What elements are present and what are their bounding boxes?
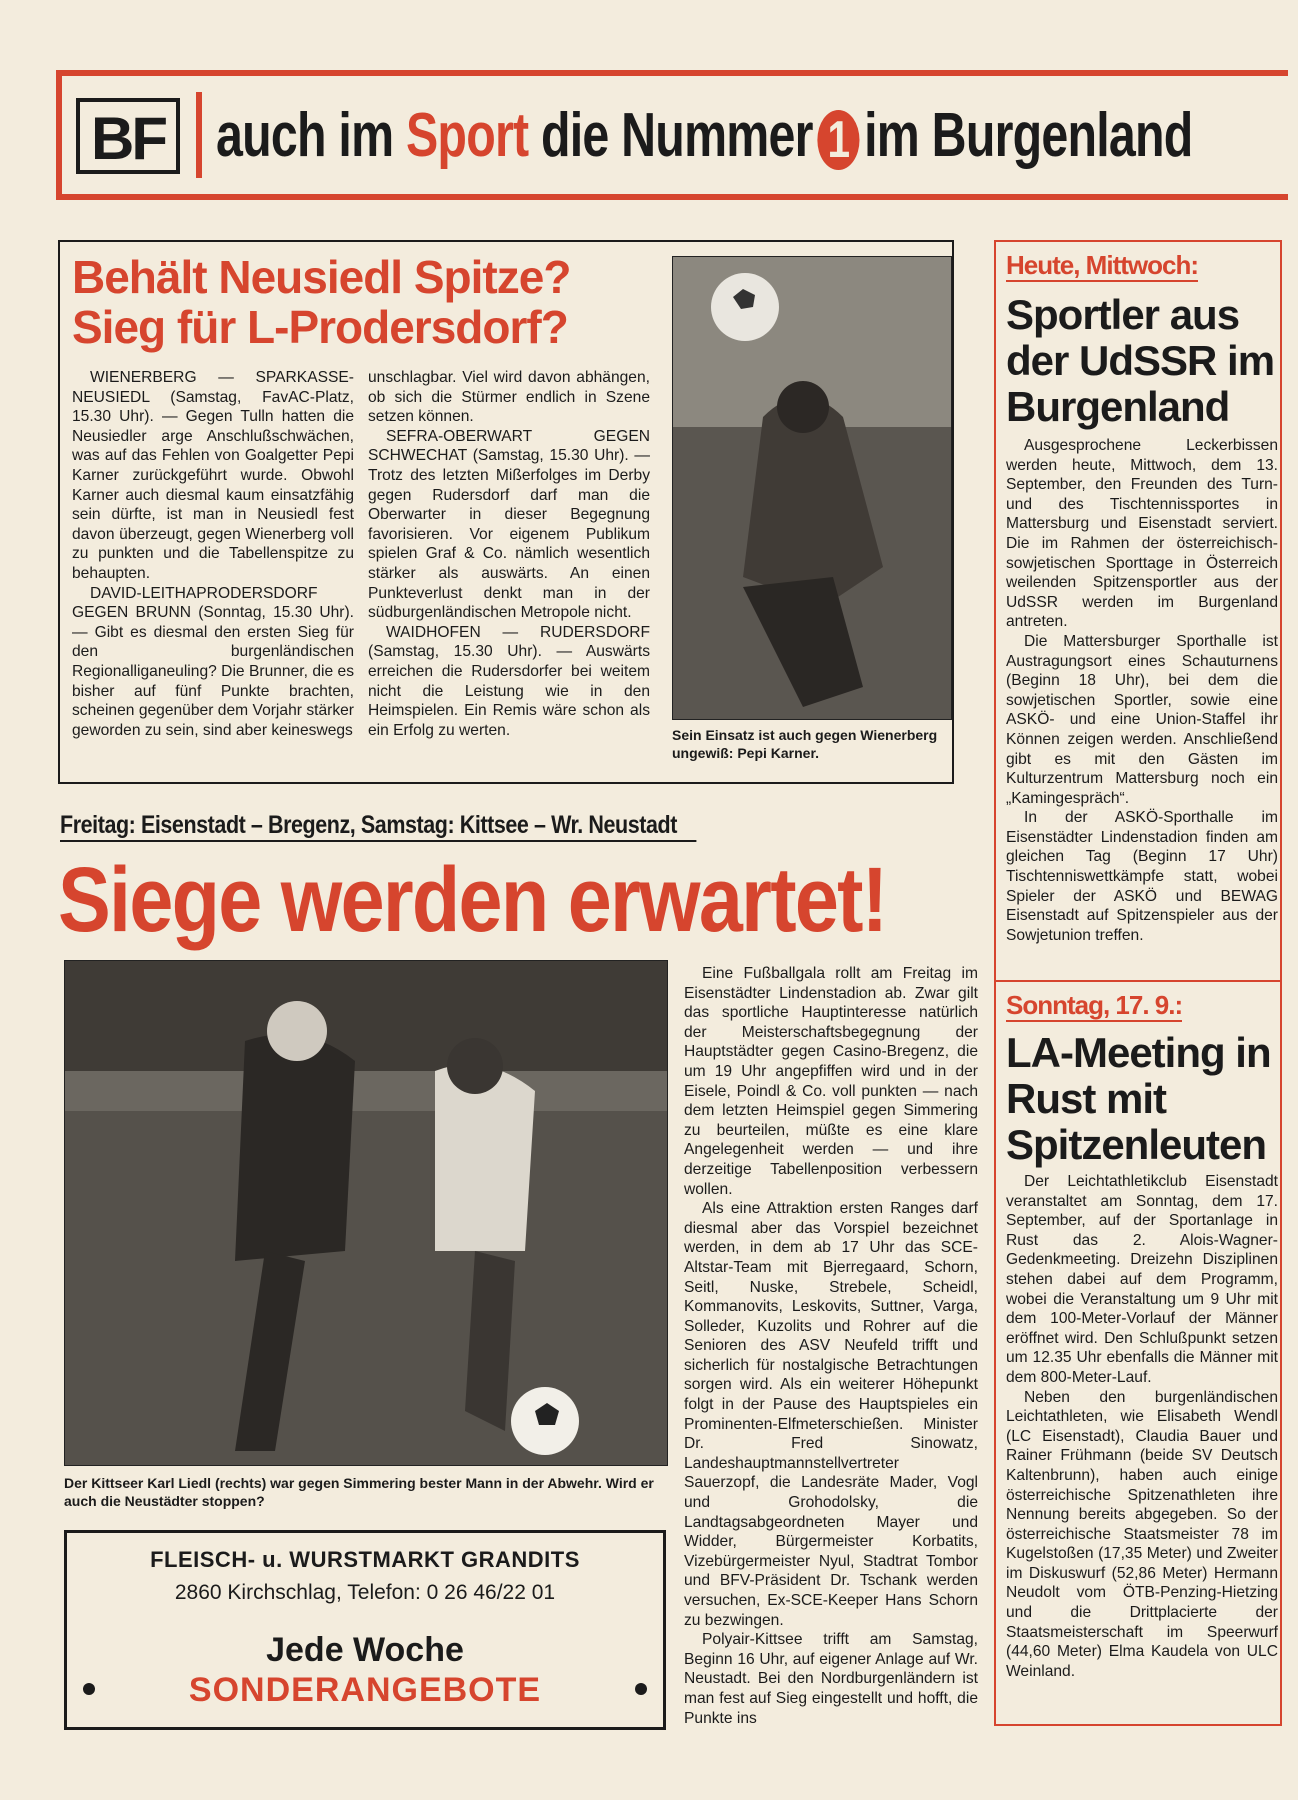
ad-company-name: FLEISCH- u. WURSTMARKT GRANDITS <box>150 1547 580 1572</box>
slogan-part-3: die Nummer <box>540 101 813 170</box>
header-banner <box>56 70 1288 200</box>
slogan-part-1: auch im <box>216 101 394 170</box>
photo-caption-karner: Sein Einsatz ist auch gegen Wienerberg ungewiß: Pepi Karner. <box>672 727 938 761</box>
banner-slogan <box>216 96 1193 176</box>
slogan-part-4: im Burgenland <box>864 101 1193 170</box>
banner-separator <box>196 92 202 178</box>
article-paragraph: WAIDHOFEN — RUDERSDORF (Samstag, 15.30 Uhr). — Auswärts erreichen die Rudersdorfer bei weitem nicht die Leistung wie in den Heimspielen. Ein Remis wäre schon als ein Erfolg zu werten. <box>368 623 650 739</box>
article-paragraph: Der Leichtathletikclub Eisenstadt veranstaltet am Sonntag, dem 17. September, auf der Sportanlage in Rust das 2. Alois-Wagner-Gedenkmeeting. Dreizehn Disziplinen stehen dabei auf dem Programm, wobei die Veranstaltung um 9 Uhr mit dem 100-Meter-Vorlauf der Männer eröffnet wird. Den Schlußpunkt setzen um 12.35 Uhr ebenfalls die Männer mit dem 800-Meter-Lauf. <box>1006 1173 1278 1386</box>
article-paragraph: Eine Fußballgala rollt am Freitag im Eisenstädter Lindenstadion ab. Zwar gilt das sportliche Hauptinteresse natürlich der Meisterschaftsbegegnung der Hauptstädter gegen Casino-Bregenz, die um 19 Uhr angepfiffen wird und in der Eisele, Poindl & Co. voll punkten — nach dem letzten Heimspiel gegen Simmering zu beurteilen, müßte es eine klare Angelegenheit werden — und ihre derzeitige Tabellenposition verbessern wollen. <box>684 965 978 1198</box>
photo-caption-liedl: Der Kittseer Karl Liedl (rechts) war gegen Simmering bester Mann in der Abwehr. Wird er auch die Neustädter stoppen? <box>64 1475 654 1509</box>
article-paragraph: Als eine Attraktion ersten Ranges darf diesmal aber das Vorspiel bezeichnet werden, in dem ab 17 Uhr das SCE-Altstar-Team mit Bjerregaard, Schorn, Seitl, Nuske, Strebele, Scheidl, Kommanovits, Leskovits, Suttner, Varga, Solleder, Kuzolits und Rohrer auf die Senioren des ASV Neufeld trifft und sicherlich für nostalgische Betrachtungen sorgen wird. Als ein weiterer Höhepunkt folgt in der Pause des Hauptspieles ein Prominenten-Elfmeterschießen. Minister Dr. Fred Sinowatz, Landeshauptmannstellvertreter Sauerzopf, die Landesräte Mader, Vogl und Grohodolsky, die Landtagsabgeordneten Mayer und Widder, Bürgermeister Korbatits, Vizebürgermeister Nyul, Stadtrat Tombor und BFV-Präsident Dr. Tschank werden versuchen, Ex-SCE-Keeper Hans Schorn zu bezwingen. <box>684 1200 978 1629</box>
article-neusiedl-headline: Behält Neusiedl Spitze? Sieg für L-Prodersdorf? <box>72 251 571 353</box>
article-paragraph: Polyair-Kittsee trifft am Samstag, Beginn 16 Uhr, auf eigener Anlage auf Wr. Neustadt. Bei den Nordburgenländern ist man fest auf Sieg eingestellt und hofft, die Punkte ins <box>684 1631 978 1727</box>
article-paragraph: Die Mattersburger Sporthalle ist Austragungsort eines Schauturnens (Beginn 18 Uhr), bei dem die sowjetischen Sportler, sowie eine ASKÖ- und eine Union-Staffel ihr Können zeigen werden. Anschließend gibt es mit den Gästen im Kulturzentrum Mattersburg noch ein „Kamingespräch“. <box>1006 632 1278 807</box>
sidebar-body-udssr <box>1006 436 1278 945</box>
sidebar-headline-udssr: Sportler aus der UdSSR im Burgenland <box>1006 291 1275 430</box>
photo-karl-liedl <box>64 960 668 1466</box>
sidebar-body-la-meeting <box>1006 1172 1278 1681</box>
banner-top-rule <box>56 70 1288 76</box>
photo-pepi-karner <box>672 256 952 720</box>
ad-specials: SONDERANGEBOTE <box>188 1671 542 1709</box>
ad-grandits <box>64 1530 666 1730</box>
article-paragraph: SEFRA-OBERWART GEGEN SCHWECHAT (Samstag, 15.30 Uhr). — Trotz des letzten Mißerfolges im Derby gegen Rudersdorf darf man die Oberwarter in dieser Begegnung favorisieren. Vor eigenem Publikum spielen Graf & Co. nämlich wesentlich stärker als auswärts. An einen Punkteverlust denkt man in der südburgenländischen Metropole nicht. <box>368 427 650 622</box>
article-neusiedl-col2 <box>368 368 650 740</box>
slogan-sport: Sport <box>405 101 529 170</box>
number-one-badge: 1 <box>817 110 859 170</box>
bf-logo: BF <box>76 98 180 174</box>
ad-weekly: Jede Woche <box>266 1631 464 1669</box>
sidebar-headline-la-meeting: LA-Meeting in Rust mit Spitzenleuten <box>1006 1029 1271 1168</box>
article-paragraph: In der ASKÖ-Sporthalle im Eisenstädter Lindenstadion finden am gleichen Tag (Beginn 17 Uhr) Tischtenniswettkämpfe statt, wobei Spieler der ASKÖ und BEWAG Eisenstadt auf Spitzenspieler aus der Sowjetunion treffen. <box>1006 809 1278 944</box>
photo-illustration <box>673 257 951 719</box>
banner-bottom-rule <box>56 194 1288 200</box>
article-paragraph: WIENERBERG — SPARKASSE-NEUSIEDL (Samstag, FavAC-Platz, 15.30 Uhr). — Gegen Tulln hatten die Neusiedler arge Anschlußschwächen, was auf das Fehlen von Goalgetter Pepi Karner zurückgeführt wurde. Obwohl Karner auch diesmal kaum einsatzfähig sein dürfte, ist man in Neusiedl fest davon überzeugt, gegen Wienerberg voll zu punkten und die Tabellenspitze zu behaupten. <box>72 369 354 582</box>
photo-illustration <box>65 961 667 1465</box>
banner-left-rule <box>56 70 62 200</box>
article-paragraph: DAVID-LEITHAPRODERSDORF GEGEN BRUNN (Sonntag, 15.30 Uhr). — Gibt es diesmal den ersten Sieg für den burgenländischen Regionalliganeuling? Die Brunner, die es bisher auf fünf Punkte brachten, scheinen gegenüber dem Vorjahr stärker geworden zu sein, sind aber keineswegs <box>72 584 354 739</box>
article-siege-kicker: Freitag: Eisenstadt – Bregenz, Samstag: Kittsee – Wr. Neustadt <box>60 810 696 842</box>
sidebar-kicker-mittwoch: Heute, Mittwoch: <box>1006 250 1198 280</box>
article-siege-body <box>684 964 978 1728</box>
article-siege-headline: Siege werden erwartet! <box>58 849 887 951</box>
article-paragraph: unschlagbar. Viel wird davon abhängen, ob sich die Stürmer endlich in Szene setzen können. <box>368 369 650 426</box>
bullet-icon <box>635 1683 647 1695</box>
article-paragraph: Neben den burgenländischen Leichtathleten, wie Elisabeth Wendl (LC Eisenstadt), Claudia Bauer und Rainer Frühmann (beide SV Deutsch Kaltenbrunn), haben auch einige österreichische Spitzenathleten ihre Nennung bereits abgegeben. So der österreichische Staatsmeister 78 im Kugelstoßen (17,35 Meter) und Zweiter im Diskuswurf (52,86 Meter) Hermann Neudolt vom ÖTB-Penzing-Hietzing und die Drittplacierte der Staatsmeisterschaft im Speerwurf (44,60 Meter) Elma Kaudela von ULC Weinland. <box>1006 1388 1278 1680</box>
article-paragraph: Ausgesprochene Leckerbissen werden heute, Mittwoch, dem 13. September, den Freunden des Turn- und des Tischtennissportes in Mattersburg und Eisenstadt serviert. Die im Rahmen der österreichisch-sowjetischen Sporttage in Österreich weilenden Spitzensportler aus der UdSSR werden im Burgenland antreten. <box>1006 437 1278 631</box>
article-neusiedl-col1 <box>72 368 354 740</box>
ad-address: 2860 Kirchschlag, Telefon: 0 26 46/22 01 <box>174 1581 556 1604</box>
sidebar-kicker-sonntag: Sonntag, 17. 9.: <box>1006 990 1183 1020</box>
sidebar-divider <box>994 980 1282 982</box>
